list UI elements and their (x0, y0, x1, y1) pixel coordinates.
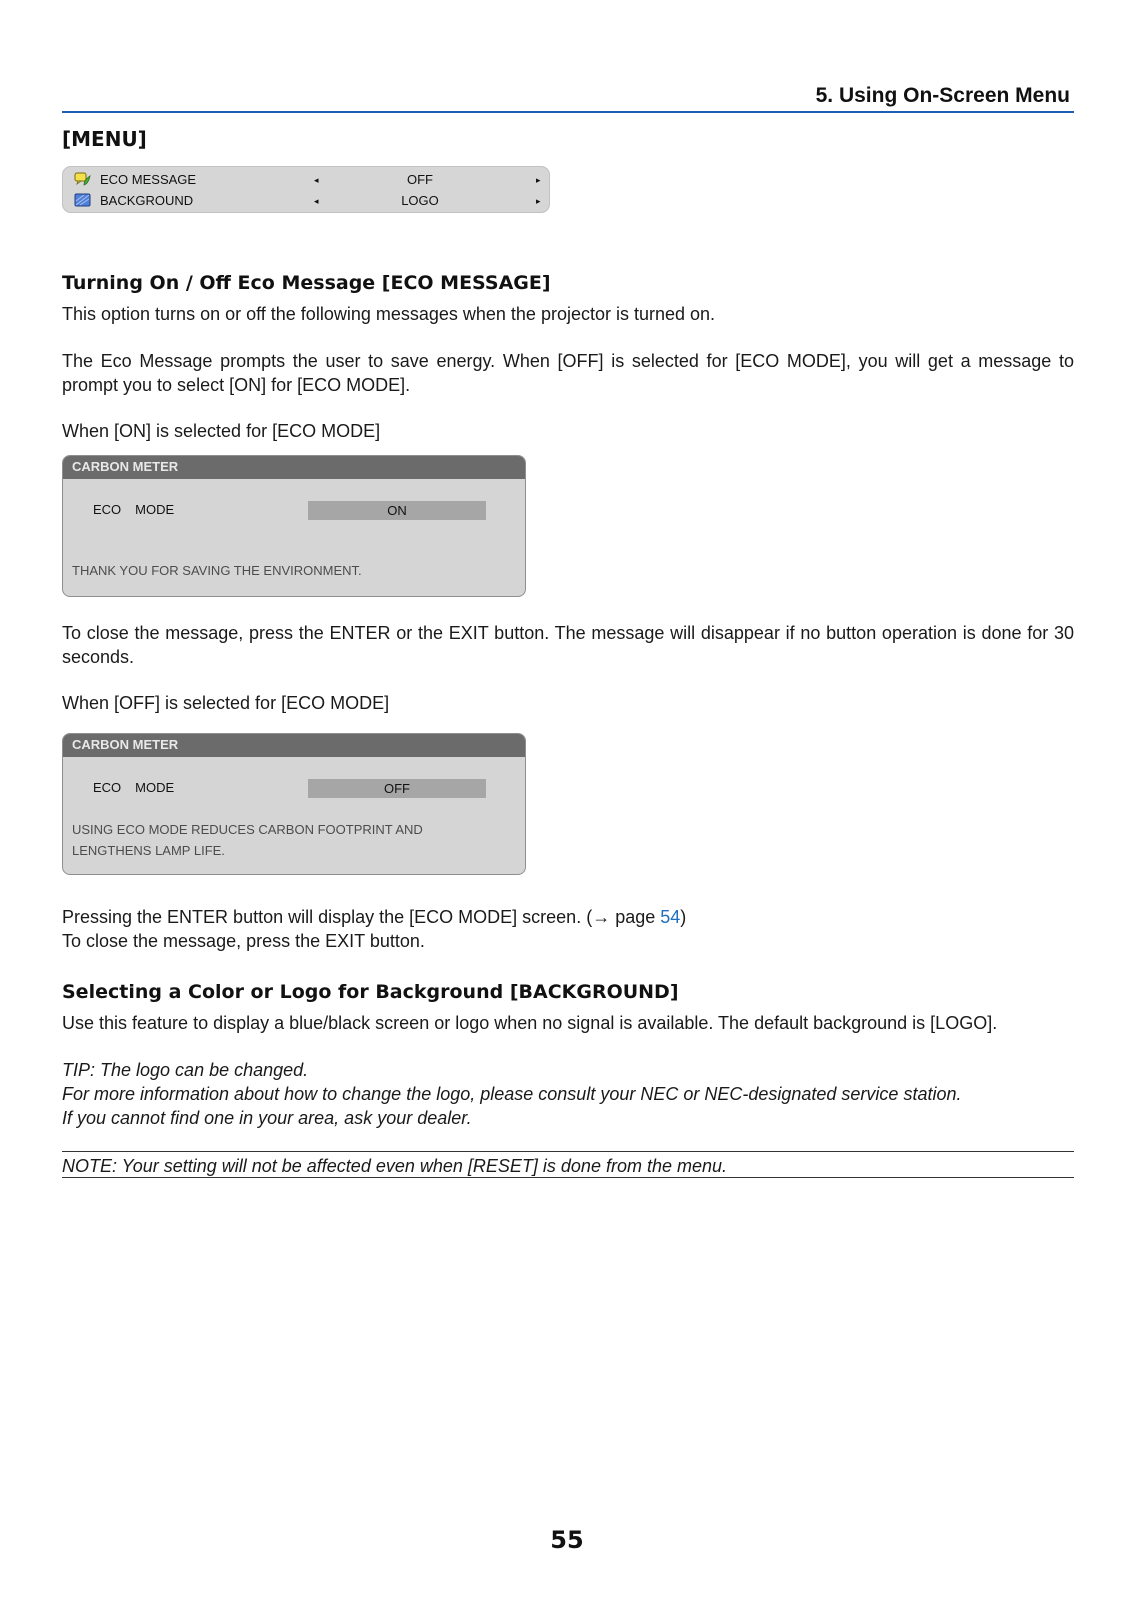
menu-row-value: LOGO (401, 193, 439, 208)
eco-mode-label (93, 502, 188, 517)
eco-mode-value: ON (308, 501, 486, 520)
tip-line2: For more information about how to change the logo, please consult your NEC or NEC-designated service station. (62, 1084, 962, 1104)
page-number: 55 (550, 1526, 584, 1554)
enter-line-close: ) (680, 907, 687, 927)
mode-label: MODE (135, 780, 175, 795)
when-on-caption: When [ON] is selected for [ECO MODE] (62, 421, 381, 441)
chapter-title: 5. Using On-Screen Menu (815, 84, 1070, 107)
dialog-message-line1: USING ECO MODE REDUCES CARBON FOOTPRINT AND (72, 822, 423, 837)
note-rule-bottom (62, 1177, 1074, 1178)
eco-label: ECO (93, 780, 122, 795)
eco-para1: The Eco Message prompts the user to save energy. When [OFF] is selected for [ECO MODE], you will get a message to prompt you to select [ON] for [ECO MODE]. (62, 351, 1074, 395)
arrow-left-icon[interactable]: ◂ (314, 175, 319, 185)
arrow-right-icon[interactable]: ▸ (536, 175, 541, 185)
menu-row-eco-message[interactable] (62, 170, 550, 190)
when-off-caption: When [OFF] is selected for [ECO MODE] (62, 693, 390, 713)
background-icon (74, 193, 91, 208)
menu-panel (62, 166, 550, 213)
enter-line (62, 905, 686, 929)
note-rule-top (62, 1151, 1074, 1152)
menu-row-background[interactable] (62, 191, 550, 211)
note-text: NOTE: Your setting will not be affected even when [RESET] is done from the menu. (62, 1156, 728, 1176)
section-heading-eco-message: Turning On / Off Eco Message [ECO MESSAGE] (62, 272, 551, 294)
menu-row-value: OFF (407, 172, 433, 187)
dialog-message: THANK YOU FOR SAVING THE ENVIRONMENT. (72, 563, 362, 578)
eco-intro-text: This option turns on or off the following messages when the projector is turned on. (62, 304, 716, 324)
mode-label: MODE (135, 502, 175, 517)
tip-line1: TIP: The logo can be changed. (62, 1060, 309, 1080)
eco-label: ECO (93, 502, 122, 517)
menu-heading: [MENU] (62, 127, 147, 151)
section-heading-background: Selecting a Color or Logo for Background [BACKGROUND] (62, 981, 679, 1003)
dialog-title: CARBON METER (63, 734, 525, 757)
menu-row-label: ECO MESSAGE (100, 172, 197, 187)
header-rule (62, 111, 1074, 113)
eco-para2: To close the message, press the ENTER or the EXIT button. The message will disappear if no button operation is done for 30 seconds. (62, 623, 1074, 667)
tip-line3: If you cannot find one in your area, ask your dealer. (62, 1108, 472, 1128)
page-54-link[interactable]: 54 (660, 907, 681, 927)
enter-line-text: Pressing the ENTER button will display the [ECO MODE] screen. (→ page (62, 907, 661, 927)
arrow-left-icon[interactable]: ◂ (314, 196, 319, 206)
leaf-message-icon (74, 172, 91, 187)
carbon-meter-dialog-off (62, 733, 526, 875)
exit-line: To close the message, press the EXIT button. (62, 931, 425, 951)
arrow-right-icon[interactable]: ▸ (536, 196, 541, 206)
carbon-meter-dialog-on (62, 455, 526, 597)
dialog-message-line2: LENGTHENS LAMP LIFE. (72, 843, 225, 858)
dialog-title: CARBON METER (63, 456, 525, 479)
background-para: Use this feature to display a blue/black screen or logo when no signal is available. The default background is [LOGO]. (62, 1013, 998, 1033)
menu-row-label: BACKGROUND (100, 193, 194, 208)
eco-mode-value: OFF (308, 779, 486, 798)
eco-mode-label (93, 780, 188, 795)
